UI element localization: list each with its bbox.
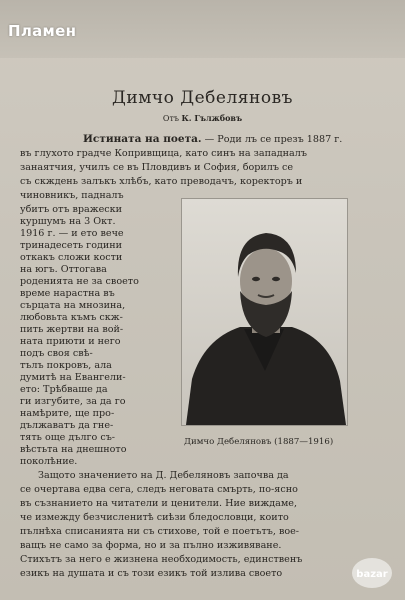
column-line: думитѣ на Евангели- bbox=[20, 372, 126, 383]
watermark-mark-text: bazar bbox=[356, 569, 388, 580]
watermark-logo-icon bbox=[350, 556, 394, 590]
column-line: любовьта къмъ скж- bbox=[20, 312, 123, 323]
body-line: Защото значението на Д. Дебеляновъ започва да bbox=[38, 470, 289, 481]
photo-caption: Димчо Дебеляновъ (1887—1916) bbox=[184, 437, 334, 447]
column-line: куршумъ на 3 Окт. bbox=[20, 216, 116, 227]
column-line: пить жертви на вой- bbox=[20, 324, 124, 335]
body-line: езикъ на душата и съ този езикъ той излива своето bbox=[20, 568, 283, 579]
first-line-text: — Роди лъ се презъ 1887 г. bbox=[204, 134, 343, 145]
first-line bbox=[83, 133, 342, 146]
body-line: чиновникъ, падналъ bbox=[20, 190, 124, 201]
section-heading: Истината на поета. bbox=[83, 133, 202, 145]
body-line: се очертава едва сега, следъ неговата смърть, по-ясно bbox=[20, 484, 298, 495]
column-line: тринадесеть години bbox=[20, 240, 123, 251]
body-line: занаятчия, училъ се въ Пловдивъ и София, борилъ се bbox=[20, 162, 294, 173]
column-line: ето: Трѣбваше да bbox=[20, 384, 108, 395]
column-line: време нарастна въ bbox=[20, 288, 115, 299]
column-line: ги изгубите, за да го bbox=[20, 396, 126, 407]
article-title: Димчо Дебеляновъ bbox=[112, 88, 293, 108]
column-line: вѣстьта на днешното bbox=[20, 444, 127, 455]
byline-author: К. Гължбовъ bbox=[181, 113, 243, 123]
body-line: Стихътъ за него е жизнена необходимость, единственъ bbox=[20, 554, 303, 565]
column-line: на югъ. Оттогава bbox=[20, 264, 107, 275]
body-line: въ глухото градче Копривщица, като синъ на западналъ bbox=[20, 148, 307, 159]
column-line: дължаватъ да гнe- bbox=[20, 420, 114, 431]
column-line: поколѣние. bbox=[20, 456, 78, 467]
body-line: въ съзнанието на читатели и ценители. Ние виждаме, bbox=[20, 498, 298, 509]
column-line: намѣрите, ще про- bbox=[20, 408, 115, 419]
column-line: подъ своя свѣ- bbox=[20, 348, 93, 359]
column-line: 1916 г. — и ето вече bbox=[20, 228, 124, 239]
portrait-photo bbox=[181, 198, 348, 426]
body-line: пълнѣха списанията ни съ стихове, той е поетътъ, вое- bbox=[20, 526, 300, 537]
article-byline bbox=[0, 113, 405, 123]
column-line: сърцата на мнозина, bbox=[20, 300, 126, 311]
brand-logo: Пламен bbox=[8, 22, 77, 40]
column-line: ната приюти и него bbox=[20, 336, 121, 347]
column-line: откакъ сложи кости bbox=[20, 252, 123, 263]
byline-prefix: Отъ bbox=[162, 114, 179, 123]
column-line: роденията не за своето bbox=[20, 276, 139, 287]
column-line: убитъ отъ вражески bbox=[20, 204, 123, 215]
column-line: тять още дълго съ- bbox=[20, 432, 116, 443]
column-line: тълъ покровъ, ала bbox=[20, 360, 112, 371]
body-line: че измежду безчисленитѣ сиѣзи бледословци, които bbox=[20, 512, 289, 523]
body-line: ващъ не само за форма, но и за пълно изживяване. bbox=[20, 540, 282, 551]
body-line: съ скждень залъкъ хлѣбъ, като преводачъ, коректоръ и bbox=[20, 176, 303, 187]
